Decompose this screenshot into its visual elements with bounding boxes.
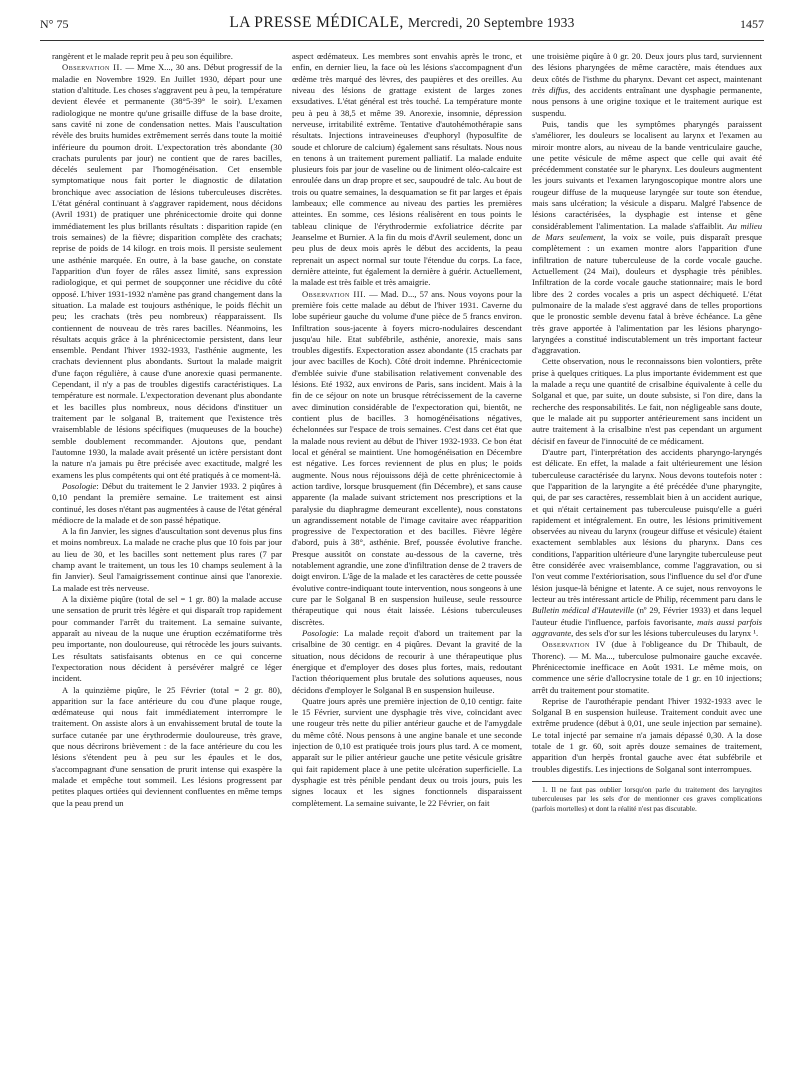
observation-4 [532,639,762,696]
journal-name: LA PRESSE MÉDICALE, [229,14,404,31]
paragraph [532,119,762,357]
column-3 [532,51,762,1067]
posologie-paragraph [292,628,522,696]
column-1 [52,51,282,1067]
column-2 [292,51,522,1067]
italic-run: Bulletin médical d'Hauteville [532,605,634,616]
posologie-label: Posologie [62,480,97,491]
text-run: des accidents entraînant une dysphagie permanente, nous pensons à une origine toxique et le traitement aurique est suspendu. [532,84,762,118]
text-run: des sels d'or sur les lésions tuberculeuses du larynx ¹. [573,627,759,638]
text-run: une troisième piqûre à 0 gr. 20. Deux jours plus tard, surviennent des lésions pharyngées de même caractère, mais étendues aux deux côtés de l'isthme du pharynx. Devant cet aspect, maintenant [532,51,762,84]
journal-title-line [40,14,764,32]
issue-date: Mercredi, 20 Septembre 1933 [407,15,575,30]
paragraph: A la quinzième piqûre, le 25 Février (total = 2 gr. 80), apparition sur la face antérieure du cou d'une plaque rouge, œdémateuse qui nous fait immédiatement interrompre le traitement. On assiste alors à un envahissement brutal de toute la surface cutanée par une érythrodermie douloureuse, très grave, que nous décrirons brièvement : de la face antérieure du cou les lésions s'étendent peu à peu sur les épaules et le dos, s'accompagnant d'une sensation de prurit intense qui exaspère la malade et empêche tout sommeil. Les lésions progressent par petites plaques ortiées qui deviennent confluentes en même temps que la peau prend un [52,684,282,808]
observation-text: — Mme X..., 30 ans. Début progressif de la maladie en Novembre 1929. En Juillet 1930, départ pour une station d'altitude. Les choses s'aggravent peu à peu, la température devient élevée et permanente (38°5-39° le soir). L'examen radiologique ne montre qu'une grisaille diffuse de la base droite, sans cavité ni zone de condensation nettes. Mais l'auscultation révèle des bruits humides extrêmement serrés dans toute la moitié inférieure du poumon droit. L'expectoration très abondante (30 crachats purulents par jour) ne contient que de rares bacilles, décelés seulement par l'homogénéisation. Cet ensemble symptomatique nous fait porter le diagnostic de dilatation bronchique avec association de lésions tuberculeuses discrètes. L'état général continuant à s'aggraver rapidement, nous décidons (Avril 1931) de pratiquer une phrénicectomie droite qui donne immédiatement les plus brillants résultats : disparition rapide (en trois semaines) de la fièvre; disparition complète des crachats; reprise de poids de 14 kilogr. en trois mois. Il persiste seulement une asthénie marquée. En outre, à la base gauche, on constate l'apparition d'un foyer de râles assez limité, sans expression radiologique, et qui permet de soupçonner une récidive du côté opposé. L'hiver 1931-1932 n'amène pas grand changement dans la situation. La malade est toujours asthénique, le poids fléchit un peu; les crachats (très peu nombreux) réapparaissent. Ils contiennent de nouveau de très rares bacilles. Néanmoins, les résultats acquis grâce à la phrénicectomie persistent, dans leur ensemble. Pendant l'hiver 1932-1933, l'asthénie augmente, les crachats deviennent plus abondants. Surtout la malade maigrit d'une façon régulière, à cause d'une anorexie quasi permanente. Cependant, il n'y a pas de troubles digestifs caractéristiques. La température est normale. L'expectoration devenant plus abondante et les bacilles plus nombreux, nous décidons d'instituer un traitement par le solganal B, traitement que l'existence très vraisemblable de lésions spécifiques (muqueuses de la bouche) semble doublement recommander. Ajoutons que, pendant l'automne 1930, la malade avait présenté un ictère persistant dont la nature n'a jamais pu être précisée avec exactitude, malgré les examens les plus compétents qui ont été pratiqués à ce moment-là. [52,62,282,480]
footnote-rule [532,781,622,782]
observation-text: — Mad. D..., 57 ans. Nous voyons pour la première fois cette malade au début de l'hiver 1931. Caverne du lobe supérieur gauche du volume d'une pièce de 5 francs environ. Infiltration sous-jacente à foyers micro-nodulaires descendant jusqu'au hile. Etat subfébrile, asthénie, anorexie, mais sans troubles digestifs. Expectoration assez abondante (15 crachats par jour avec bacilles de Koch). Côté droit indemne. Phrénicectomie d'emblée suivie d'une stabilisation relativement convenable des lésions. Eté 1932, aux environs de Paris, sans incident. Mais à la fin de ce séjour on note un brusque rétrécissement de la caverne avec diminution considérable de l'expectoration qui, bientôt, ne contient plus de bacilles. 3 homogénéisations négatives, échelonnées sur l'espace de trois semaines. C'est dans cet état que la malade nous revient au début de l'hiver 1932-1933. Ce bon état local et général se maintient. Une homogénéisation en Décembre est négative. Les forces reviennent de plus en plus; le poids augmente. Nous nous réjouissons déjà de cette phrénicectomie à action tardive, lorsque brusquement (fin Décembre), et sans cause apparente (la malade suivant strictement nos prescriptions et la paralysie du diaphragme demeurant excellente), nous constatons un agrandissement notable de l'image cavitaire avec réapparition progressive de l'expectoration et des bacilles. Fièvre légère d'abord, puis à 38°, asthénie. Bref, poussée évolutive franche. Presque aussitôt on constate au-dessous de la caverne, très notablement agrandie, une zone d'infiltration dense de 2 travers de doigt environ. L'âge de la malade et les caractères de cette poussée évolutive contre-indiquant toute intervention, nous songeons à une cure par le Solganal B en suspension huileuse, seule ressource thérapeutique qui nous était laissée. Lésions tuberculeuses discrètes. [292,288,522,627]
text-run: D'autre part, l'interprétation des accidents pharyngo-laryngés est délicate. En effet, la malade a fait ultérieurement une lésion tuberculeuse caractérisée du larynx. Nous devons toutefois noter : que l'apparition de la laryngite a été précédée d'une pharyngite, qui, de par ses caractères, ressemblait bien à un accident aurique, et qui n'était certainement pas tuberculeuse puisqu'elle a guéri rapidement et intégralement. En outre, les lésions primitivement observées au niveau du larynx (rougeur diffuse et vésicule) étaient exactement semblables aux lésions du pharynx. Dans ces conditions, l'apparition ultérieure d'une laryngite tuberculeuse peut être considérée avec vraisemblance, comme l'aggravation, ou si l'on veut comme l'extériorisation, sous l'influence du sel d'or d'une lésion jusque-là bénigne et latente. A ce sujet, nous renvoyons le lecteur au très intéressant article de Philip, récemment paru dans le [532,446,762,604]
observation-2 [52,62,282,481]
page-number: 1457 [740,17,764,31]
footnote: 1. Il ne faut pas oublier lorsqu'on parle du traitement des laryngites tuberculeuses par les sels d'or de mentionner ces graves complications (parfois mortelles) et dont la réalité n'est pas discutable. [532,785,762,813]
posologie-text: : La malade reçoit d'abord un traitement par la crisalbine de 30 centigr. en 4 piqûres. Devant la gravité de la situation, nous décidons de recourir à une thérapeutique plus énergique et d'employer des doses plus fortes, mais, redoutant l'action théoriquement plus brutale des solutions aqueuses, nous décidons d'employer le Solganal B en suspension huileuse. [292,627,522,695]
posologie-label: Posologie [302,627,337,638]
issue-number: N° 75 [40,17,69,31]
paragraph: Cette observation, nous le reconnaissons bien volontiers, prête prise à quelques critiques. La plus importante évidemment est que la malade a reçu une quantité de crisalbine équivalente à celle du Solganal et que, par suite, un doute subsiste, si l'on dire, dans la recherche des responsabilités. Le fait, non négligeable sans doute, que le malade ait pu supporter antérieurement sans incident un autre traitement à la crisalbine n'est pas cependant un argument décisif en faveur de l'innocuité de ce médicament. [532,356,762,446]
paragraph: A la fin Janvier, les signes d'auscultation sont devenus plus fins et moins nombreux. La malade ne crache plus que 10 fois par jour au lieu de 30, et les bacilles sont nettement plus rares (7 par champ avant le traitement, un tous les 10 champs seulement à la fin Janvier). Seul l'amaigrissement continue ainsi que l'anorexie. La malade est très nerveuse. [52,526,282,593]
paragraph [532,447,762,639]
observation-heading: Observation II. [62,62,123,73]
paragraph: aspect œdémateux. Les membres sont envahis après le tronc, et enfin, en dernier lieu, la face où les lésions s'accompagnent d'un œdème très marqué des lèvres, des paupières et des oreilles. Au niveau des lésions de grattage existent de larges zones exsudatives. L'état général est très touché. La température monte peu à peu à 38,5 et même 39. Anorexie, insomnie, dépression nerveuse, irritabilité extrême. Tentative d'autohémothérapie sans résultats. Injections intraveineuses d'euphoryl (hyposulfite de soude et chlorure de calcium) également sans résultats. Nous nous en tenons à un traitement purement palliatif. La malade enduite plusieurs fois par jour de vaseline ou de liniment oléo-calcaire est enroulée dans un drap propre et sec, saupoudré de talc. Au bout de trois ou quatre semaines, la desquamation se fit par larges et épais lambeaux; elle commence au niveau des parties les premières atteintes. En somme, ces lésions réalisèrent en tous points le tableau clinique de l'érythrodermie exfoliatrice décrite par Jeanselme et Burnier. A la fin du mois d'Avril seulement, donc un peu plus de deux mois après le début des accidents, la peau reprenait un aspect normal sur toute l'étendue du corps. La face, dernière atteinte, fut également la dernière à guérir. Actuellement, la malade est très faible et très amaigrie. [292,51,522,288]
header-rule [40,40,764,41]
text-run: la voix se voile, puis disparaît presque complètement : un examen montre alors l'apparition d'une infiltration de nature tuberculeuse de la corde vocale gauche. Actuellement (24 Mai), douleurs et dysphagie très pénibles. Infiltration de la corde vocale gauche stationnaire; mais le bord libre des 2 cordes vocales a pris un aspect déchiqueté. L'état pulmonaire de la malade s'est aggravé dans de telles proportions que le pronostic semble devenu fatal à brève échéance. La gêne très grave apportée à l'alimentation par les lésions pharyngo-laryngées a constitué indiscutablement un très important facteur d'aggravation. [532,232,762,356]
observation-heading: Observation IV [542,639,606,650]
text-run: Puis, tandis que les symptômes pharyngés paraissent s'améliorer, les douleurs se localisent au larynx et l'examen au miroir montre alors, au niveau de la bande ventriculaire gauche, une petite vésicule de même aspect que celle qui avait été précédemment constatée sur le pharynx. Les douleurs augmentent les jours suivants et l'examen laryngoscopique montre alors une rougeur diffuse de la muqueuse laryngée sur toute son étendue, mais sans ulcération; la vésicule a disparu. Malgré l'absence de lésions caractérisées, la dysphagie est intense et gêne considérablement l'alimentation. La malade s'affaiblit. [532,118,762,231]
page-header [40,14,764,36]
paragraph: rangèrent et le malade reprit peu à peu son équilibre. [52,51,233,61]
observation-text: (due à l'obligeance du Dr Thibault, de Thorenc). — M. Ma..., tuberculose pulmonaire gauche excavée. Phrénicectomie inefficace en Août 1931. Le même mois, on commence une série d'allocrysine totale de 1 gr. en 10 injections; arrêt du traitement pour stomatite. [532,639,762,695]
paragraph [532,51,762,119]
paragraph: A la dixième piqûre (total de sel = 1 gr. 80) la malade accuse une sensation de prurit très légère et qui disparaît trop rapidement pour commander l'arrêt du traitement. La semaine suivante, apparaît au niveau de la nuque une éruption eczématiforme très peu importante, non douloureuse, qui rétrocède les jours suivants. Les résultats satisfaisants obtenus en ce qui concerne l'expectoration nous décident à persévérer malgré ce léger incident. [52,594,282,684]
paragraph: Reprise de l'aurothérapie pendant l'hiver 1932-1933 avec le Solganal B en suspension huileuse. Traitement conduit avec une extrême prudence (début à 0,01, une seule injection par semaine). Le total injecté par semaine n'a jamais dépassé 0,30. A la dose totale de 1 gr. 60, soit après douze semaines de traitement, apparition d'un herpès frontal gauche avec état subfébrile et troubles digestifs. Les injections de Solganal sont interrompues. [532,695,762,774]
italic-run: très diffus, [532,84,571,95]
italic-run: mais aussi parfois aggravante, [532,616,762,638]
paragraph: Quatre jours après une première injection de 0,10 centigr. faite le 15 Février, survient une dysphagie très vive, coïncidant avec une rougeur très nette du pilier antérieur gauche et de l'amygdale du même côté. Nous pensons à une angine banale et une seconde injection de 0,10 est pratiquée trois jours plus tard. A ce moment, apparaît sur le pilier antérieur gauche une petite vésicule grisâtre qui fait rapidement place à une petite ulcération superficielle. La dysphagie est très pénible pendant deux ou trois jours, puis les signes locaux et les signes fonctionnels disparaissent complètement. La semaine suivante, le 22 Février, on fait [292,695,522,808]
observation-heading: Observation III. [302,288,367,299]
posologie-text: : Début du traitement le 2 Janvier 1933. 2 piqûres à 0,10 pendant la première semaine. Le traitement est ainsi continué, les doses n'étant pas augmentées à cause de l'état général médiocre de la malade et de son passé hépatique. [52,480,282,525]
posologie-paragraph [52,481,282,526]
text-run: (nº 29, Février 1933) et dans lequel l'auteur étudie l'influence, parfois favorisante, [532,605,762,627]
observation-3 [292,289,522,628]
article-columns [52,51,764,1067]
italic-run: Au milieu de Mars seulement, [532,220,762,242]
